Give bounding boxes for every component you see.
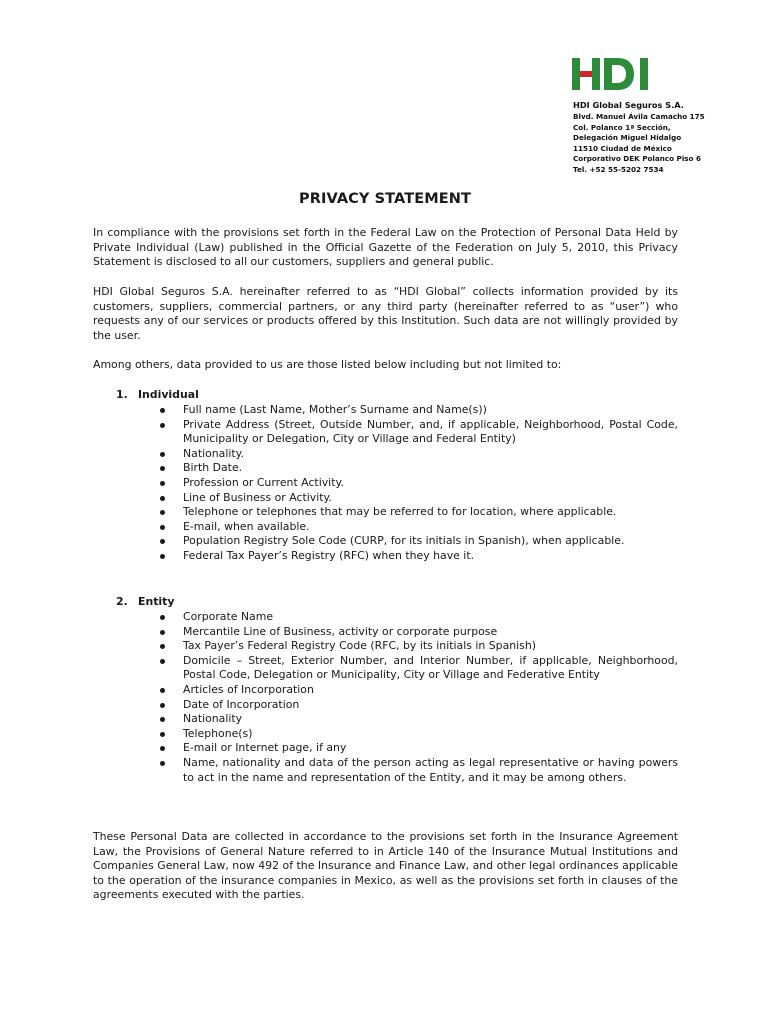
section-title: Individual [138, 388, 199, 401]
address-line: Delegación Miguel Hidalgo [573, 133, 682, 142]
data-list-intro: Among others, data provided to us are those listed below including but not limited to: [93, 358, 562, 371]
list-item: Federal Tax Payer’s Registry (RFC) when they have it. [183, 548, 475, 562]
list-item: Corporate Name [183, 610, 274, 623]
entity-data-list [159, 610, 678, 785]
list-item: Private Address (Street, Outside Number, and, if applicable, Neighborhood, Postal Code, Municipality or Delegation, City or Village and Federal Entity) [183, 417, 678, 446]
list-item: Articles of Incorporation [183, 682, 314, 696]
list-item: Telephone(s) [183, 726, 253, 740]
page-title: PRIVACY STATEMENT [299, 191, 471, 207]
list-item: Population Registry Sole Code (CURP, for its initials in Spanish), when applicable. [183, 534, 625, 548]
list-item: E-mail, when available. [183, 519, 310, 533]
list-item: Tax Payer’s Federal Registry Code (RFC, by its initials in Spanish) [183, 639, 536, 653]
list-item: E-mail or Internet page, if any [183, 741, 347, 755]
section-number: 2. [116, 595, 128, 608]
list-item: Domicile – Street, Exterior Number, and Interior Number, if applicable, Neighborhood, Postal Code, Delegation or Municipality, City or Village and Federative Entity [183, 653, 678, 682]
address-line: Corporativo DEK Polanco Piso 6 [573, 154, 701, 163]
list-item: Telephone or telephones that may be referred to for location, where applicable. [183, 505, 617, 519]
list-item: Full name (Last Name, Mother’s Surname and Name(s)) [183, 403, 487, 416]
address-line: Col. Polanco 1ª Sección, [573, 122, 671, 132]
individual-data-list [159, 403, 678, 564]
list-item: Nationality. [183, 446, 245, 460]
section-individual-heading [116, 388, 199, 403]
list-item: Nationality [183, 712, 243, 726]
company-name: HDI Global Seguros S.A. [573, 100, 684, 110]
list-item: Birth Date. [183, 461, 243, 475]
intro-paragraph: In compliance with the provisions set forth in the Federal Law on the Protection of Personal Data Held by Private Individual (Law) published in the Official Gazette of the Federation on July 5, 2010, this Privacy Statement is disclosed to all our customers, suppliers and general public. [93, 226, 678, 269]
list-item: Mercantile Line of Business, activity or corporate purpose [183, 624, 498, 638]
address-line: Blvd. Manuel Ávila Camacho 175 [573, 112, 705, 121]
address-line: 11510 Ciudad de México [573, 143, 672, 153]
list-item: Date of Incorporation [183, 697, 300, 711]
phone-line: Tel. +52 55-5202 7534 [573, 164, 664, 174]
legal-basis-paragraph: These Personal Data are collected in accordance to the provisions set forth in the Insurance Agreement Law, the Provisions of General Nature referred to in Article 140 of the Insurance Mutual Institutions and Companies General Law, now 492 of the Insurance and Finance Law, and other legal ordinances applicable to the operation of the insurance companies in Mexico, as well as the provisions set forth in clauses of the agreements executed with the parties. [93, 830, 678, 902]
list-item: Profession or Current Activity. [183, 475, 344, 489]
section-title: Entity [138, 595, 175, 608]
hdi-logo-icon [572, 58, 660, 90]
list-item: Line of Business or Activity. [183, 490, 332, 504]
hdi-logo [572, 58, 660, 90]
list-item: Name, nationality and data of the person acting as legal representative or having powers to act in the name and representation of the Entity, and it may be among others. [183, 755, 678, 784]
collection-paragraph: HDI Global Seguros S.A. hereinafter referred to as “HDI Global” collects information provided by its customers, suppliers, commercial partners, or any third party (hereinafter referred to as “user”) who requests any of our services or products offered by this Institution. Such data are not willingly provided by the user. [93, 285, 678, 342]
section-number: 1. [116, 388, 128, 401]
company-address [573, 99, 763, 175]
section-entity-heading [116, 595, 174, 610]
